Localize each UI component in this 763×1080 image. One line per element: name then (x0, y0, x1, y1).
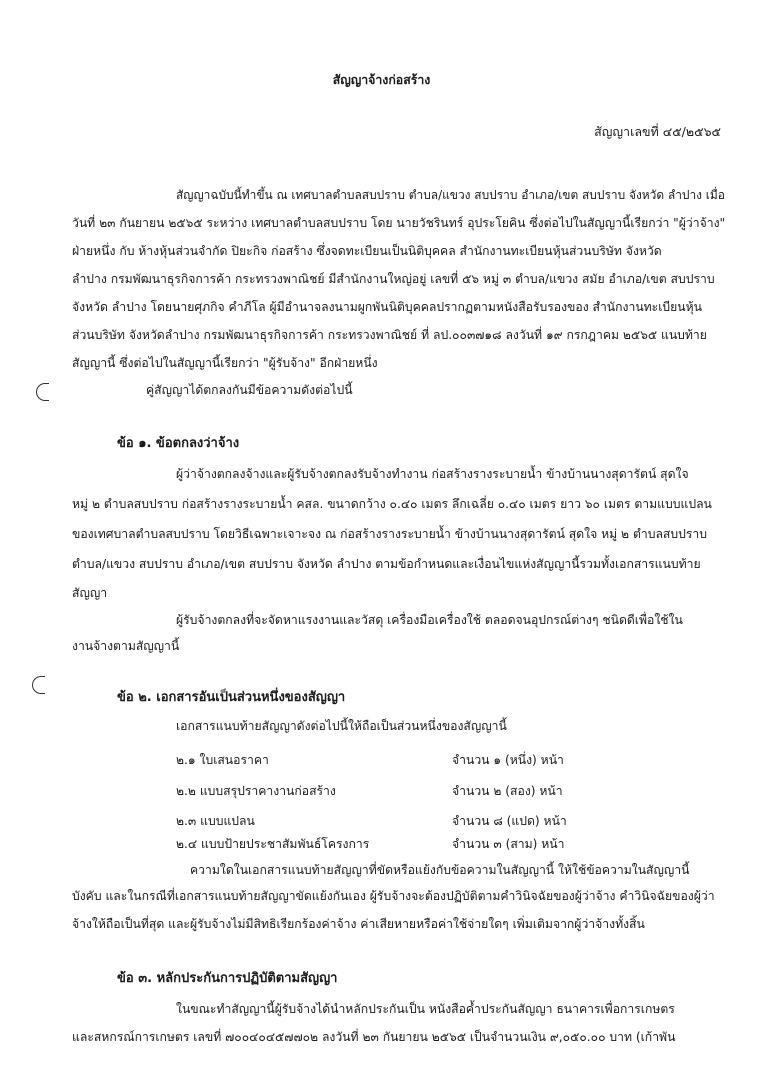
attachment-qty: จำนวน ๓ (สาม) หน้า (452, 837, 565, 851)
section-1-line: ผู้รับจ้างตกลงที่จะจัดหาแรงงานและวัสดุ เครื่องมือเครื่องใช้ ตลอดจนอุปกรณ์ต่างๆ ชนิดดีเพื่อใช้ใน (176, 613, 683, 627)
punch-hole (32, 676, 45, 694)
section-2-line: ความใดในเอกสารแนบท้ายสัญญาที่ขัดหรือแย้งกับข้อความในสัญญานี้ ให้ใช้ข้อความในสัญญานี้ (190, 863, 690, 877)
attachment-qty: จำนวน ๘ (แปด) หน้า (452, 814, 567, 828)
intro-line: สัญญาฉบับนี้ทำขึ้น ณ เทศบาลตำบลสบปราบ ตำบล/แขวง สบปราบ อำเภอ/เขต สบปราบ จังหวัด ลำปาง เมื่อ (176, 188, 725, 202)
intro-line: ฝ่ายหนึ่ง กับ ห้างหุ้นส่วนจำกัด ปิยะกิจ ก่อสร้าง ซึ่งจดทะเบียนเป็นนิติบุคคล สำนักงานทะเบียนหุ้นส่วนบริษัท จังหวัด (72, 244, 662, 258)
section-1-line: ของเทศบาลตำบลสบปราบ โดยวิธีเฉพาะเจาะจง ณ ก่อสร้างรางระบายน้ำ ข้างบ้านนางสุดารัตน์ สุดใจ หมู่ ๒ ตำบลสบปราบ (72, 527, 707, 541)
section-1-line: หมู่ ๒ ตำบลสบปราบ ก่อสร้างรางระบายน้ำ คสล. ขนาดกว้าง ๐.๔๐ เมตร ลึกเฉลี่ย ๐.๔๐ เมตร ยาว ๖๐ เมตร ตามแบบแปลน (72, 497, 712, 511)
section-2-heading: ข้อ ๒. เอกสารอันเป็นส่วนหนึ่งของสัญญา (117, 690, 346, 705)
attachment-name: ๒.๑ ใบเสนอราคา (176, 753, 269, 767)
contract-number: สัญญาเลขที่ ๔๕/๒๕๖๕ (594, 124, 721, 139)
section-3-heading: ข้อ ๓. หลักประกันการปฏิบัติตามสัญญา (117, 971, 338, 986)
section-1-line: ผู้ว่าจ้างตกลงจ้างและผู้รับจ้างตกลงรับจ้างทำงาน ก่อสร้างรางระบายน้ำ ข้างบ้านนางสุดารัตน์ สุดใจ (176, 467, 689, 481)
section-3-line: และสหกรณ์การเกษตร เลขที่ ๗๐๐๔๐๔๕๗๗๐๒ ลงวันที่ ๒๓ กันยายน ๒๕๖๕ เป็นจำนวนเงิน ๙,๐๕๐.๐๐ บาท (เก้าพัน (72, 1030, 676, 1044)
agreement-line: คู่สัญญาได้ตกลงกันมีข้อความดังต่อไปนี้ (146, 383, 353, 397)
attachment-name: ๒.๒ แบบสรุปราคางานก่อสร้าง (176, 784, 336, 798)
punch-hole (36, 383, 49, 401)
section-2-intro: เอกสารแนบท้ายสัญญาดังต่อไปนี้ให้ถือเป็นส่วนหนึ่งของสัญญานี้ (176, 719, 507, 733)
intro-line: สัญญานี้ ซึ่งต่อไปในสัญญานี้เรียกว่า "ผู้รับจ้าง" อีกฝ่ายหนึ่ง (72, 356, 378, 370)
attachment-qty: จำนวน ๑ (หนึ่ง) หน้า (452, 753, 564, 767)
section-3-line: ในขณะทำสัญญานี้ผู้รับจ้างได้นำหลักประกันเป็น หนังสือค้ำประกันสัญญา ธนาคารเพื่อการเกษตร (176, 1002, 675, 1016)
intro-line: วันที่ ๒๓ กันยายน ๒๕๖๕ ระหว่าง เทศบาลตำบลสบปราบ โดย นายวัชรินทร์ อุประโยคิน ซึ่งต่อไปในสัญญานี้เรียกว่า "ผู้ว่าจ้าง" (72, 216, 726, 230)
document-title: สัญญาจ้างก่อสร้าง (332, 73, 431, 87)
section-1-line: งานจ้างตามสัญญานี้ (72, 639, 180, 653)
section-2-line: จ้างให้ถือเป็นที่สุด และผู้รับจ้างไม่มีสิทธิเรียกร้องค่าจ้าง ค่าเสียหายหรือค่าใช้จ่ายใดๆ เพิ่มเติมจากผู้ว่าจ้างทั้งสิ้น (72, 917, 645, 931)
section-1-line: ตำบล/แขวง สบปราบ อำเภอ/เขต สบปราบ จังหวัด ลำปาง ตามข้อกำหนดและเงื่อนไขแห่งสัญญานี้รวมทั้งเอกสารแนบท้าย (72, 557, 701, 571)
attachment-name: ๒.๓ แบบแปลน (176, 814, 255, 828)
attachment-qty: จำนวน ๒ (สอง) หน้า (452, 784, 563, 798)
attachment-name: ๒.๔ แบบป้ายประชาสัมพันธ์โครงการ (176, 837, 370, 851)
intro-line: จังหวัด ลำปาง โดยนายศุภกิจ คำภีโล ผู้มีอำนาจลงนามผูกพันนิติบุคคลปรากฏตามหนังสือรับรองของ สำนักงานทะเบียนหุ้น (72, 300, 702, 314)
section-1-line: สัญญา (72, 586, 108, 600)
section-1-heading: ข้อ ๑. ข้อตกลงว่าจ้าง (117, 436, 240, 451)
intro-line: ส่วนบริษัท จังหวัดลำปาง กรมพัฒนาธุรกิจการค้า กระทรวงพาณิชย์ ที่ ลป.๐๐๓๗๑๘ ลงวันที่ ๑๙ กรกฎาคม ๒๕๖๕ แนบท้าย (72, 328, 707, 342)
section-2-line: บังคับ และในกรณีที่เอกสารแนบท้ายสัญญาขัดแย้งกันเอง ผู้รับจ้างจะต้องปฏิบัติตามคำวินิจฉัยของผู้ว่าจ้าง คำวินิจฉัยของผู้ว่า (72, 889, 715, 903)
intro-line: ลำปาง กรมพัฒนาธุรกิจการค้า กระทรวงพาณิชย์ มีสำนักงานใหญ่อยู่ เลขที่ ๕๖ หมู่ ๓ ตำบล/แขวง สมัย อำเภอ/เขต สบปราบ (72, 272, 715, 286)
